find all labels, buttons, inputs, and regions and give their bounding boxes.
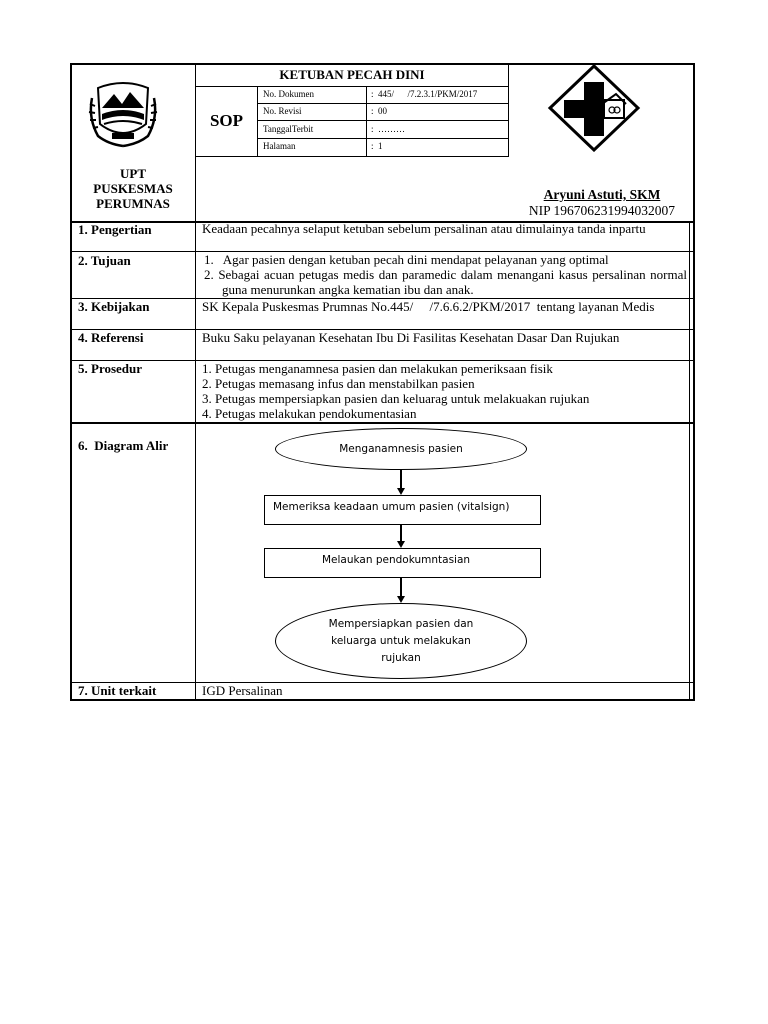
meta-label-no-dokumen: No. Dokumen — [263, 89, 314, 99]
puskesmas-logo — [546, 64, 642, 152]
flow-arrow — [400, 470, 402, 490]
meta-label-halaman: Halaman — [263, 141, 296, 151]
regional-crest-logo — [88, 78, 158, 150]
flow-step-vitalsign — [264, 495, 541, 525]
row-label-prosedur: 5. Prosedur — [78, 361, 143, 376]
flow-end-line-3: rujukan — [381, 651, 421, 664]
row-label-tujuan: 2. Tujuan — [78, 253, 131, 268]
meta-value-no-revisi: : 00 — [371, 106, 388, 116]
flow-step-vitalsign-text: Memeriksa keadaan umum pasien (vitalsign) — [273, 501, 510, 513]
flow-arrowhead — [397, 488, 405, 495]
meta-value-halaman: : 1 — [371, 141, 383, 151]
row-label-diagram: 6. Diagram Alir — [78, 438, 169, 453]
sop-label: SOP — [209, 111, 244, 130]
flow-end-line-2: keluarga untuk melakukan — [331, 634, 471, 647]
row-text-unit: IGD Persalinan — [202, 683, 283, 698]
row-label-referensi: 4. Referensi — [78, 330, 144, 345]
meta-label-no-revisi: No. Revisi — [263, 106, 302, 116]
meta-value-tanggal-terbit: : ……… — [371, 124, 406, 134]
flow-step-dokumentasi-text: Melaukan pendokumntasian — [322, 554, 471, 566]
signatory-nip: NIP 196706231994032007 — [528, 203, 676, 218]
flow-start-text: Menganamnesis pasien — [339, 442, 463, 455]
row-label-unit: 7. Unit terkait — [78, 683, 157, 698]
org-line-3: PERUMNAS — [96, 196, 170, 211]
meta-label-tanggal-terbit: TanggalTerbit — [263, 124, 314, 134]
row-text-pengertian: Keadaan pecahnya selaput ketuban sebelum persalinan atau dimulainya tanda inpartu — [202, 221, 646, 236]
prosedur-step-list — [202, 361, 687, 421]
row-text-tujuan-1: 1. Agar pasien dengan ketuban pecah dini mendapat pelayanan yang optimal — [204, 252, 609, 267]
row-text-referensi: Buku Saku pelayanan Kesehatan Ibu Di Fasilitas Kesehatan Dasar Dan Rujukan — [202, 330, 620, 345]
org-line-1: UPT — [120, 166, 146, 181]
flow-arrow — [400, 525, 402, 542]
row-text-tujuan-2: 2. Sebagai acuan petugas medis dan paramedic dalam menangani kasus persalinan normal guna menurunkan angka kematian ibu dan anak. — [204, 267, 687, 297]
org-line-2: PUSKESMAS — [93, 181, 173, 196]
flow-start-node — [275, 428, 527, 470]
flow-end-node — [275, 603, 527, 679]
row-label-pengertian: 1. Pengertian — [78, 222, 152, 237]
prosedur-step: 1. Petugas menganamnesa pasien dan melakukan pemeriksaan fisik — [202, 361, 553, 376]
row-label-kebijakan: 3. Kebijakan — [78, 299, 150, 314]
meta-value-no-dokumen: : 445/ /7.2.3.1/PKM/2017 — [371, 89, 478, 99]
prosedur-step: 3. Petugas mempersiapkan pasien dan keluarag untuk melakuakan rujukan — [202, 391, 590, 406]
prosedur-step: 4. Petugas melakukan pendokumentasian — [202, 406, 417, 421]
flow-step-dokumentasi — [264, 548, 541, 578]
flow-arrowhead — [397, 541, 405, 548]
prosedur-step: 2. Petugas memasang infus dan menstabilkan pasien — [202, 376, 475, 391]
org-name — [72, 166, 194, 211]
flow-end-line-1: Mempersiapkan pasien dan — [328, 617, 474, 630]
document-title: KETUBAN PECAH DINI — [279, 67, 425, 82]
signatory-name: Aryuni Astuti, SKM — [543, 187, 661, 202]
flow-arrow — [400, 578, 402, 598]
flow-arrowhead — [397, 596, 405, 603]
row-text-kebijakan: SK Kepala Puskesmas Prumnas No.445/ /7.6.6.2/PKM/2017 tentang layanan Medis — [202, 299, 655, 314]
